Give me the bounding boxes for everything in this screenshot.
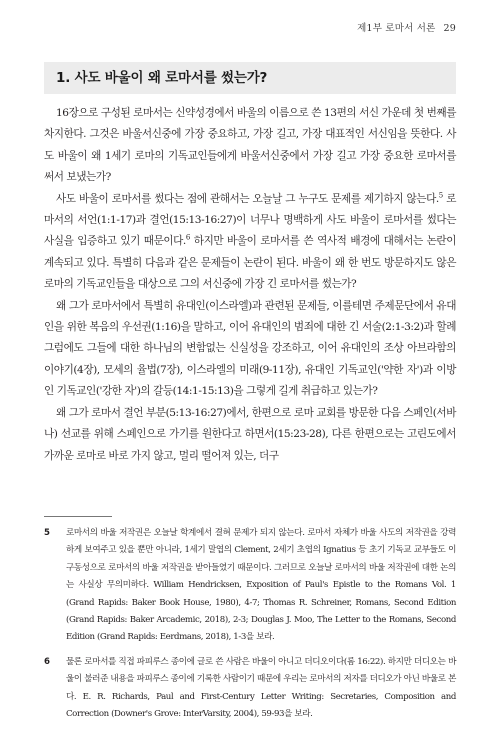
section-title: 1. 사도 바울이 왜 로마서를 썼는가?	[56, 70, 268, 86]
paragraph-1: 16장으로 구성된 로마서는 신약성경에서 바울의 이름으로 쓴 13편의 서신 가운데 첫 번째를 차지한다. 그것은 바울서신중에 가장 중요하고, 가장 길고, 가장 대표적인 서신임을 뜻한다. 사도 바울이 왜 1세기 로마의 기독교인들에게 바울서신중에서 가장 길고 가장 중요한 로마서를 써서 보냈는가?	[44, 107, 456, 184]
footnote-text: 물론 로마서를 직접 파피루스 종이에 글로 쓴 사람은 바울이 아니고 더디오이다(롬 16:22). 하지만 더디오는 바울이 불러준 내용을 파피루스 종이에 기록한 사람이기 때문에 우리는 로마서의 저자를 더디오가 아닌 바울로 본다. E. R. Richards, Paul and First-Century Letter Writing: Secretaries, Composition and Correction (Downer's Grove: InterVarsity, 2004), 59-93을 보라.	[66, 656, 456, 720]
footnote-ref-5[interactable]: 5	[438, 191, 443, 200]
footnote-ref-6[interactable]: 6	[185, 233, 190, 242]
footnote-divider	[44, 516, 112, 517]
section-title-band	[44, 62, 456, 94]
footnotes	[44, 525, 456, 730]
running-header	[357, 20, 456, 34]
footnote-number: 6	[44, 656, 50, 667]
paragraph-4: 왜 그가 로마서 결언 부분(5:13-16:27)에서, 한편으로 로마 교회를 방문한 다음 스페인(서바나) 선교를 위해 스페인으로 가기를 원한다고 하면서(15:23-28), 다른 한편으로는 고린도에서 가까운 로마로 바로 가지 않고, 멀리 떨어져 있는, 더구	[44, 406, 456, 462]
footnote	[44, 525, 456, 647]
footnote-number: 5	[44, 528, 50, 538]
body-text	[44, 103, 456, 467]
paragraph-3: 왜 그가 로마서에서 특별히 유대인(이스라엘)과 관련된 문제들, 이를테면 주제문단에서 유대인을 위한 복음의 우선권(1:16)을 말하고, 이어 유대인의 범죄에 대한 긴 서술(2:1-3:2)과 할례 그럼에도 그들에 대한 하나님의 변함없는 신실성을 강조하고, 이어 유대인의 조상 아브라함의 이야기(4장), 모세의 율법(7장), 이스라엘의 미래(9-11장), 유대인 기독교인('약한 자')과 이방인 기독교인('강한 자')의 갈등(14:1-15:13)을 그렇게 길게 취급하고 있는가?	[44, 299, 456, 398]
footnote-text: 로마서의 바울 저작권은 오늘날 학계에서 결혀 문제가 되지 않는다. 로마서 자체가 바울 사도의 저작권을 강력하게 보여주고 있을 뿐만 아니라, 1세기 말엽의 Clement, 2세기 초엽의 Ignatius 등 초기 기독교 교부들도 이구동성으로 로마서의 바울 저작권을 받아들였기 때문이다. 그러므로 오늘날 로마서의 바울 저작권에 대한 논의는 사실상 무의미하다. William Hendricksen, Exposition of Paul's Epistle to the Romans Vol. 1 (Grand Rapids: Baker Book House, 1980), 4-7; Thomas R. Schreiner, Romans, Second Edition (Grand Rapids: Baker Arcademic, 2018), 2-3; Douglas J. Moo, The Letter to the Romans, Second Edition (Grand Rapids: Eerdmans, 2018), 1-3을 보라.	[66, 528, 456, 643]
page-number: 29	[443, 23, 456, 34]
header-section-title: 제1부 로마서 서론	[357, 23, 436, 34]
paragraph-2: 사도 바울이 로마서를 썼다는 점에 관해서는 오늘날 그 누구도 문제를 제기하지 않는다.$^5$ 로마서의 서언(1:1-17)과 결언(15:13-16:27)이 너무나 명백하게 사도 바울이 로마서를 썼다는 사실을 입증하고 있기 때문이다.$^6$ 하지만 바울이 로마서를 쓴 역사적 배경에 대해서는 논란이 계속되고 있다. 특별히 다음과 같은 문제들이 논란이 된다. 바울이 왜 한 번도 방문하지도 않은 로마의 기독교인들을 대상으로 그의 서신중에 가장 긴 로마서를 썼는가?	[44, 191, 457, 291]
footnote	[44, 654, 456, 724]
